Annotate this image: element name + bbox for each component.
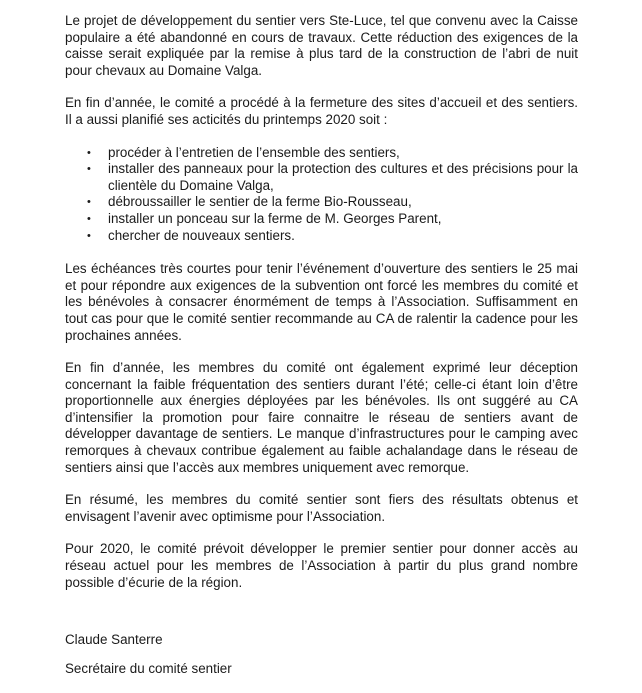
list-item-text: chercher de nouveaux sentiers. [108, 227, 295, 243]
paragraph-short-deadlines: Les échéances très courtes pour tenir l’événement d’ouverture des sentiers le 25 mai et pour répondre aux exigences de la subvention ont forcé les membres du comité et les bénévoles à consacrer énormément de temps à l’Association. Suffisamment en tout cas pour que le comité sentier recommande au CA de ralentir la cadence pour les prochaines années. [65, 261, 578, 343]
bullet-icon: • [87, 229, 91, 242]
bullet-icon: • [87, 196, 91, 209]
bullet-icon: • [87, 163, 91, 176]
paragraph-low-attendance: En fin d’année, les membres du comité ont également exprimé leur déception concernant la faible fréquentation des sentiers durant l’été; celle-ci étant loin d’être proportionnelle aux énergies déployées par les bénévoles. Ils ont suggéré au CA d’intensifier la promotion pour faire connaitre le réseau de sentiers avant de développer davantage de sentiers. Le manque d’infrastructures pour le camping avec remorques à chevaux contribue également au faible achalandage dans le réseau de sentiers ainsi que l’accès aux membres uniquement avec remorque. [65, 360, 578, 475]
list-item-text: installer un ponceau sur la ferme de M. Georges Parent, [108, 210, 442, 226]
list-item [65, 228, 578, 245]
list-item [65, 145, 578, 162]
list-item [65, 161, 578, 194]
signature-name: Claude Santerre [65, 632, 163, 648]
paragraph-plans-2020: Pour 2020, le comité prévoit développer le premier sentier pour donner accès au réseau actuel pour les membres de l’Association à partir du plus grand nombre possible d’écurie de la région. [65, 541, 578, 590]
paragraph-summary: En résumé, les membres du comité sentier sont fiers des résultats obtenus et envisagent l’avenir avec optimisme pour l’Association. [65, 492, 578, 524]
spring-activities-list [65, 145, 578, 245]
list-item [65, 194, 578, 211]
signature-title: Secrétaire du comité sentier [65, 660, 232, 676]
list-item-text: procéder à l’entretien de l’ensemble des sentiers, [108, 144, 400, 160]
bullet-icon: • [87, 146, 91, 159]
document-page [65, 13, 578, 693]
paragraph-year-end-closure: En fin d’année, le comité a procédé à la fermeture des sites d’accueil et des sentiers. Il a aussi planifié ses acticités du printemps 2020 soit : [65, 95, 578, 127]
list-item-text: installer des panneaux pour la protection des cultures et des précisions pour la clientèle du Domaine Valga, [108, 161, 578, 193]
list-item-text: débroussailler le sentier de la ferme Bio-Rousseau, [108, 194, 412, 210]
bullet-icon: • [87, 212, 91, 225]
list-item [65, 211, 578, 228]
paragraph-sainte-luce-project: Le projet de développement du sentier vers Ste-Luce, tel que convenu avec la Caisse populaire a été abandonné en cours de travaux. Cette réduction des exigences de la caisse serait expliquée par la remise à plus tard de la construction de l’abri de nuit pour chevaux au Domaine Valga. [65, 13, 578, 78]
